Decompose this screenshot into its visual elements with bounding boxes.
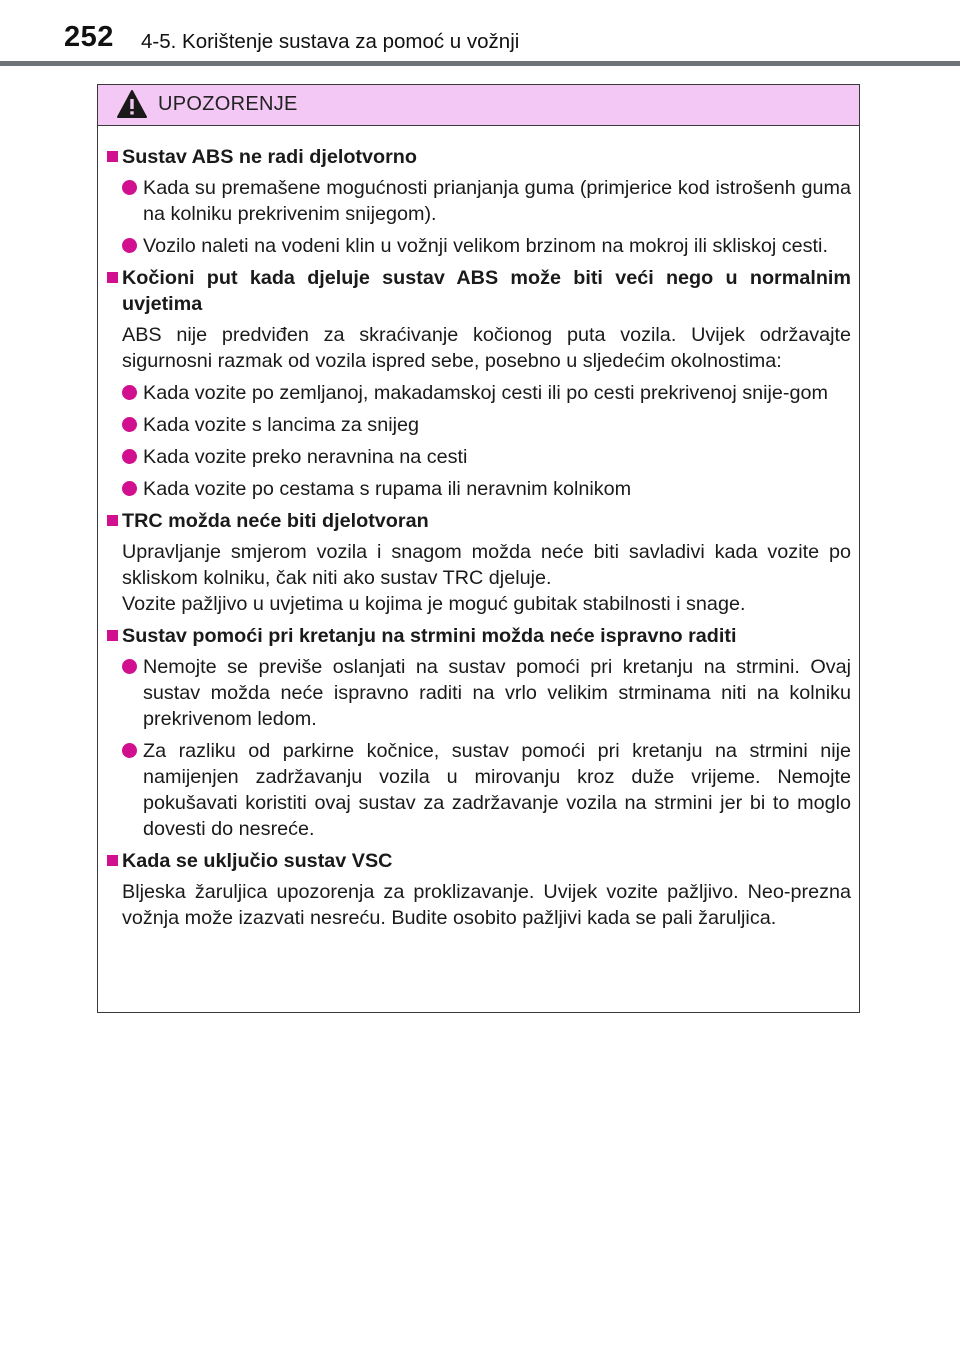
bullet-item (107, 380, 851, 406)
section-heading-text: Kada se uključio sustav VSC (122, 850, 393, 872)
bullet-item (107, 476, 851, 502)
section-heading (107, 144, 851, 170)
circle-bullet-icon (122, 743, 137, 758)
warning-section (107, 623, 851, 842)
bullet-item (107, 175, 851, 227)
circle-bullet-icon (122, 238, 137, 253)
bullet-text: Za razliku od parkirne kočnice, sustav pomoći pri kretanju na strmini nije namijenjen zadržavanju vozila u mirovanju kroz duže vrijeme. Nemojte pokušavati koristiti ovaj sustav za zadržavanje vozila na strmini jer bi to moglo dovesti do nesreće. (143, 740, 851, 840)
circle-bullet-icon (122, 385, 137, 400)
section-heading-text: Sustav ABS ne radi djelotvorno (122, 146, 417, 168)
section-heading (107, 265, 851, 317)
square-bullet-icon (107, 272, 118, 283)
bullet-item (107, 233, 851, 259)
bullet-item (107, 654, 851, 732)
bullet-text: Kada vozite preko neravnina na cesti (143, 446, 468, 468)
warning-section (107, 144, 851, 259)
section-paragraph: Vozite pažljivo u uvjetima u kojima je moguć gubitak stabilnosti i snage. (122, 593, 746, 615)
circle-bullet-icon (122, 417, 137, 432)
section-paragraph: Bljeska žaruljica upozorenja za proklizavanje. Uvijek vozite pažljivo. Neo-prezna vožnja može izazvati nesreću. Budite osobito pažljivi kada se pali žaruljica. (122, 881, 851, 929)
warning-box (97, 84, 860, 1013)
section-heading-text: Sustav pomoći pri kretanju na strmini možda neće ispravno raditi (122, 625, 737, 647)
bullet-text: Kada vozite s lancima za snijeg (143, 414, 419, 436)
square-bullet-icon (107, 855, 118, 866)
page-header (0, 0, 960, 66)
section-heading (107, 848, 851, 874)
warning-section (107, 508, 851, 617)
warning-header (98, 85, 859, 126)
bullet-item (107, 738, 851, 842)
section-title: 4-5. Korištenje sustava za pomoć u vožnji (141, 30, 520, 53)
bullet-text: Nemojte se previše oslanjati na sustav pomoći pri kretanju na strmini. Ovaj sustav možda neće ispravno raditi na vrlo velikim strminama niti na kolniku prekrivenom ledom. (143, 656, 851, 730)
circle-bullet-icon (122, 449, 137, 464)
page-number: 252 (64, 21, 114, 53)
square-bullet-icon (107, 151, 118, 162)
warning-section (107, 265, 851, 502)
bullet-text: Kada su premašene mogućnosti prianjanja guma (primjerice kod istrošenh guma na kolniku prekrivenim snijegom). (143, 177, 851, 225)
warning-section (107, 848, 851, 931)
circle-bullet-icon (122, 481, 137, 496)
section-paragraph: ABS nije predviđen za skraćivanje kočionog puta vozila. Uvijek održavajte sigurnosni razmak od vozila ispred sebe, posebno u sljedećim okolnostima: (122, 324, 851, 372)
circle-bullet-icon (122, 180, 137, 195)
circle-bullet-icon (122, 659, 137, 674)
section-heading (107, 623, 851, 649)
bullet-text: Kada vozite po zemljanoj, makadamskoj cesti ili po cesti prekrivenoj snije-gom (143, 382, 828, 404)
square-bullet-icon (107, 515, 118, 526)
section-heading-text: Kočioni put kada djeluje sustav ABS može biti veći nego u normalnim uvjetima (122, 267, 851, 315)
bullet-text: Kada vozite po cestama s rupama ili neravnim kolnikom (143, 478, 632, 500)
section-paragraph: Upravljanje smjerom vozila i snagom možda neće biti savladivi kada vozite po skliskom kolniku, čak niti ako sustav TRC djeluje. (122, 541, 851, 589)
bullet-text: Vozilo naleti na vodeni klin u vožnji velikom brzinom na mokroj ili skliskoj cesti. (143, 235, 828, 257)
warning-title: UPOZORENJE (158, 93, 298, 115)
warning-triangle-icon (116, 89, 148, 119)
header-divider (0, 61, 960, 66)
section-heading-text: TRC možda neće biti djelotvoran (122, 510, 429, 532)
bullet-item (107, 412, 851, 438)
bullet-item (107, 444, 851, 470)
section-heading (107, 508, 851, 534)
warning-body (98, 126, 859, 931)
square-bullet-icon (107, 630, 118, 641)
